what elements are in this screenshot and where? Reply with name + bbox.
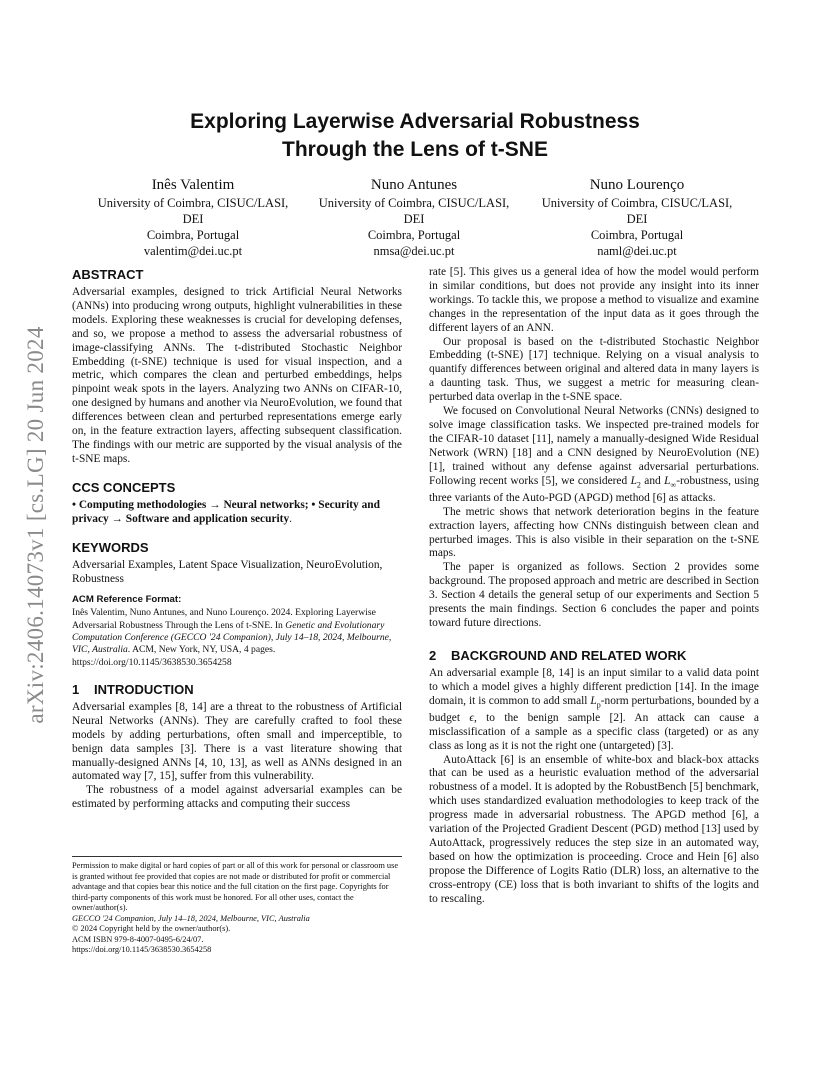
- section-number: 2: [429, 647, 437, 663]
- bg-p1-text-c: , to the benign sample [2]. An attack can cause a misclassification of a sample as a specific class (targeted) or as any class as long as it is not the right one (untargeted) [3].: [429, 711, 759, 752]
- math-linf: L: [664, 474, 671, 487]
- section-number: 1: [72, 681, 80, 697]
- author-location: Coimbra, Portugal: [367, 228, 461, 242]
- section-title: INTRODUCTION: [94, 681, 194, 697]
- introduction-paragraph-2: The robustness of a model against adversarial examples can be estimated by performing attacks and computing their success: [72, 784, 402, 811]
- footnote-copyright: © 2024 Copyright held by the owner/author(s).: [72, 924, 231, 933]
- acm-reference-text: [72, 607, 402, 668]
- introduction-paragraph-5: The metric shows that network deterioration begins in the feature extraction layers, affecting how CNNs distinguish between clean and perturbed images. This is also visible in their separation on the t-SNE maps.: [429, 505, 759, 560]
- abstract-text: Adversarial examples, designed to trick Artificial Neural Networks (ANNs) into producing wrong outputs, highlight vulnerabilities in these models. Exploring these weaknesses is crucial for developing defenses, and so, we propose a method to assess the adversarial robustness of image-classifying ANNs. The t-distributed Stochastic Neighbor Embedding (t-SNE) technique is used for visual inspection, and a metric, which compares the clean and perturbed embeddings, helps pinpoint weak spots in the layers. Analyzing two ANNs on CIFAR-10, one designed by humans and another via NeuroEvolution, we found that differences between clean and perturbed representations emerge early on, in the feature extraction layers, affecting subsequent classification. The findings with our metric are supported by the visual analysis of the t-SNE maps.: [72, 286, 402, 465]
- paper-title-line2: Through the Lens of t-SNE: [282, 138, 548, 161]
- math-l2: L: [630, 474, 637, 487]
- author-affiliation: University of Coimbra, CISUC/LASI,: [97, 196, 289, 210]
- introduction-paragraph-6: The paper is organized as follows. Section 2 provides some background. The proposed approach and metric are described in Section 3. Section 4 details the general setup of our experiments and Section 5 presents the main findings. Section 6 concludes the paper and points toward future directions.: [429, 561, 759, 629]
- paper-title: [120, 108, 710, 164]
- introduction-paragraph-3: Our proposal is based on the t-distributed Stochastic Neighbor Embedding (t-SNE) [17] technique. Relying on a visual analysis to quantify differences between original and altered data in many layers is a daunting task. Thus, we suggest a metric for measuring clean-perturbed data overlap in the t-SNE space.: [429, 335, 759, 404]
- author-block-3: [532, 175, 742, 259]
- copyright-footnote: [72, 856, 402, 956]
- bg-p1-text-a: An adversarial example [8, 14] is an input similar to a valid data point to which a model gives a highly different prediction [14]. In the image domain, it is common to add small: [429, 666, 759, 707]
- introduction-paragraph-1: Adversarial examples [8, 14] are a threat to the robustness of Artificial Neural Networks (ANNs). They are carefully crafted to fool these models by adding perturbations, often small and imperceptible, to benign data samples [3]. There is a vast literature showing that manually-designed ANNs [4, 10, 13], as well as ANNs designed in an automated way [7, 15], suffer from this vulnerability.: [72, 700, 402, 783]
- background-paragraph-1: [429, 667, 759, 754]
- bg-p1-text-b: -norm perturbations, bounded by a budget: [429, 694, 759, 724]
- ccs-concepts: [72, 499, 402, 527]
- footnote-venue: GECCO '24 Companion, July 14–18, 2024, Melbourne, VIC, Australia: [72, 913, 310, 923]
- author-affiliation-dept: DEI: [182, 212, 204, 226]
- acm-reference-publisher-doi[interactable]: . ACM, New York, NY, USA, 4 pages. https://doi.org/10.1145/3638530.3654258: [72, 644, 276, 668]
- ccs-end-punct: .: [289, 512, 293, 525]
- arxiv-identifier-text: arXiv:2406.14073v1 [cs.LG] 20 Jun 2024: [23, 326, 48, 724]
- section-title: BACKGROUND AND RELATED WORK: [451, 647, 687, 663]
- author-block-1: [88, 175, 298, 259]
- author-email[interactable]: nmsa@dei.uc.pt: [373, 244, 455, 258]
- intro-p4-text-b: and: [640, 474, 665, 487]
- background-paragraph-2: AutoAttack [6] is an ensemble of white-box and black-box attacks that can be used as a heuristic evaluation method of the adversarial robustness of a model. It is adopted by the RobustBench [5] benchmark, which uses standardized evaluation methodologies to keep track of the progress made in adversarial robustness. The APGD method [6], a variation of the Projected Gradient Descent (PGD) method [13] used by AutoAttack, progressively reduces the step size in an automated way, based on how the optimization is proceeding. Croce and Hein [6] also propose the Difference of Logits Ratio (DLR) loss, an alternative to the cross-entropy (CE) loss that is both invariant to shifts of the logits and to rescaling.: [429, 753, 759, 905]
- footnote-isbn: ACM ISBN 979-8-4007-0495-6/24/07.: [72, 934, 204, 944]
- math-epsilon: ϵ: [469, 711, 474, 724]
- author-block-2: [309, 175, 519, 259]
- left-column: [72, 266, 402, 812]
- math-lp: L: [590, 694, 597, 707]
- acm-reference-authors: Inês Valentim, Nuno Antunes, and Nuno Lourenço. 2024. Exploring Layerwise Adversarial Robustness Through the Lens of t-SNE. In: [72, 607, 376, 631]
- footnote-doi[interactable]: https://doi.org/10.1145/3638530.3654258: [72, 945, 212, 954]
- arxiv-identifier-stamp: [6, 290, 66, 760]
- keywords-text: Adversarial Examples, Latent Space Visualization, NeuroEvolution, Robustness: [72, 558, 383, 585]
- permission-notice: Permission to make digital or hard copies of part or all of this work for personal or classroom use is granted without fee provided that copies are not made or distributed for profit or commercial advantage and that copies bear this notice and the full citation on the first page. Copyrights for third-party components of this work must be honored. For all other uses, contact the owner/author(s).: [72, 861, 399, 912]
- math-l2-sub: 2: [636, 479, 641, 489]
- author-affiliation-dept: DEI: [403, 212, 425, 226]
- author-location: Coimbra, Portugal: [590, 228, 684, 242]
- author-email[interactable]: valentim@dei.uc.pt: [143, 244, 243, 258]
- ccs-bullet-neural-networks: • Computing methodologies → Neural networks;: [72, 498, 309, 511]
- author-name: Inês Valentim: [151, 177, 235, 193]
- acm-reference-venue: Genetic and Evolutionary Computation Conference (GECCO '24 Companion), July 14–18, 2024, Melbourne, VIC, Australia: [72, 619, 392, 656]
- math-lp-sub: p: [596, 699, 601, 709]
- right-column: [429, 266, 759, 907]
- author-affiliation-dept: DEI: [626, 212, 648, 226]
- intro-p4-text-a: We focused on Convolutional Neural Networks (CNNs) designed to solve image classification tasks. We inspected pre-trained models for the CIFAR-10 dataset [11], namely a manually-designed Wide Residual Network (WRN) [18] and a CNN designed by NeuroEvolution (NE) [1], trained without any defense against adversarial perturbations. Following recent works [5], we considered: [429, 405, 759, 487]
- author-location: Coimbra, Portugal: [146, 228, 240, 242]
- intro-p4-text-c: -robustness, using three variants of the Auto-PGD (APGD) method [6] as attacks.: [429, 474, 759, 504]
- paper-title-line1: Exploring Layerwise Adversarial Robustness: [190, 110, 640, 133]
- acm-reference-heading: ACM Reference Format:: [72, 594, 182, 606]
- author-email[interactable]: naml@dei.uc.pt: [597, 244, 677, 258]
- keywords-heading: KEYWORDS: [72, 539, 149, 555]
- author-affiliation: University of Coimbra, CISUC/LASI,: [318, 196, 510, 210]
- ccs-heading: CCS CONCEPTS: [72, 479, 176, 495]
- math-linf-sub: ∞: [670, 479, 677, 489]
- introduction-paragraph-2-cont: rate [5]. This gives us a general idea of how the model would perform in similar conditions, but does not provide any insight into its inner workings. To tackle this, we propose a method to visualize and examine changes in the representation of the input data as it goes through the different layers of an ANN.: [429, 266, 759, 334]
- ccs-bullet-security: • Security and privacy → Software and application security: [72, 498, 380, 525]
- background-heading: [429, 647, 759, 665]
- author-name: Nuno Lourenço: [589, 177, 685, 193]
- author-name: Nuno Antunes: [370, 177, 458, 193]
- introduction-heading: [72, 681, 402, 699]
- author-affiliation: University of Coimbra, CISUC/LASI,: [541, 196, 733, 210]
- abstract-heading: ABSTRACT: [72, 267, 144, 282]
- introduction-paragraph-4: [429, 405, 759, 506]
